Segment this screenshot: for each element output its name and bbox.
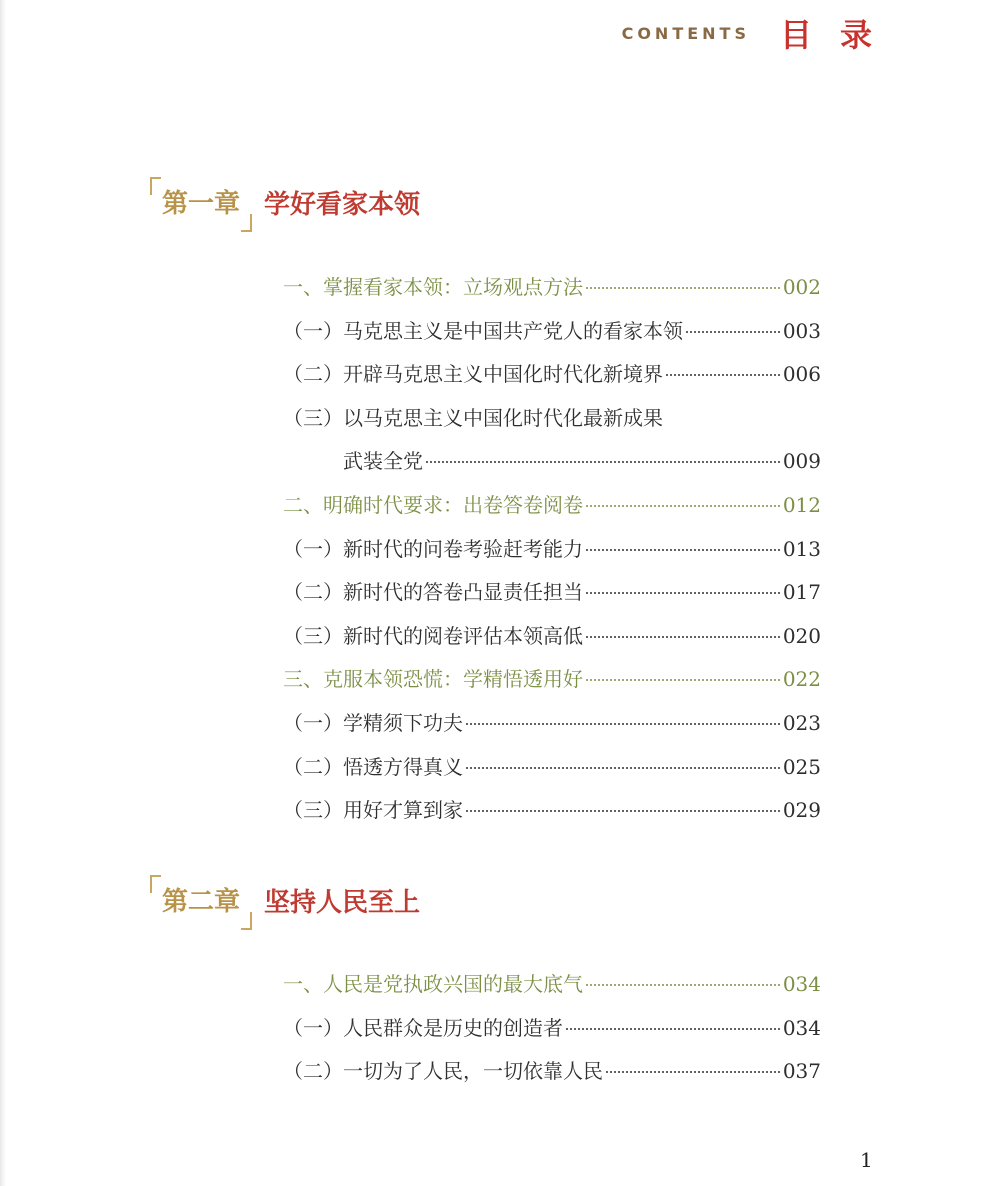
toc-page-number: 002 xyxy=(782,275,821,299)
chapter-1-entries xyxy=(283,266,821,833)
contents-title-english: CONTENTS xyxy=(621,23,750,43)
toc-entry-text: （三）以马克思主义中国化时代化最新成果 xyxy=(283,405,663,430)
leader-dots xyxy=(586,984,780,986)
toc-page-number: 023 xyxy=(782,710,821,735)
leader-dots xyxy=(466,723,780,725)
toc-page-number: 034 xyxy=(782,1015,821,1040)
contents-header xyxy=(621,10,900,56)
toc-section-2-1[interactable] xyxy=(283,963,821,1007)
toc-subsection[interactable] xyxy=(283,702,821,746)
leader-dots xyxy=(586,549,780,551)
leader-dots xyxy=(606,1071,780,1073)
toc-entry-text: （一）马克思主义是中国共产党人的看家本领 xyxy=(283,318,683,343)
leader-dots xyxy=(586,679,780,681)
toc-entry-text: （三）用好才算到家 xyxy=(283,798,463,823)
leader-dots xyxy=(586,592,780,594)
toc-subsection[interactable] xyxy=(283,397,821,441)
leader-dots xyxy=(586,287,780,289)
toc-entry-text: 二、明确时代要求：出卷答卷阅卷 xyxy=(283,492,583,517)
toc-page-number: 003 xyxy=(782,318,821,343)
toc-subsection[interactable] xyxy=(283,746,821,790)
toc-subsection[interactable] xyxy=(283,528,821,572)
leader-dots xyxy=(566,1028,780,1030)
toc-section-1-1[interactable] xyxy=(283,266,821,310)
toc-page-number: 022 xyxy=(782,667,821,692)
leader-dots xyxy=(426,461,780,463)
toc-entry-text: （二）新时代的答卷凸显责任担当 xyxy=(283,580,583,605)
toc-page-number: 013 xyxy=(782,536,821,561)
toc-entry-text: 一、掌握看家本领：立场观点方法 xyxy=(283,275,583,299)
toc-subsection[interactable] xyxy=(283,571,821,615)
toc-subsection[interactable] xyxy=(283,1050,821,1094)
toc-entry-text: （一）人民群众是历史的创造者 xyxy=(283,1015,563,1040)
page-number: 1 xyxy=(860,1148,873,1172)
toc-subsection[interactable] xyxy=(283,310,821,354)
toc-entry-text: （三）新时代的阅卷评估本领高低 xyxy=(283,623,583,648)
toc-section-1-2[interactable] xyxy=(283,484,821,528)
chapter-1-heading[interactable] xyxy=(150,177,420,227)
toc-subsection[interactable] xyxy=(283,1007,821,1051)
toc-entry-text: 一、人民是党执政兴国的最大底气 xyxy=(283,972,583,996)
toc-entry-text: （二）悟透方得真义 xyxy=(283,754,463,779)
toc-section-1-3[interactable] xyxy=(283,658,821,702)
leader-dots xyxy=(466,767,780,769)
toc-subsection[interactable] xyxy=(283,789,821,833)
contents-title-chinese: 目录 xyxy=(779,16,900,54)
toc-subsection-continued[interactable] xyxy=(283,440,821,484)
toc-entry-text: （一）新时代的问卷考验赶考能力 xyxy=(283,536,583,561)
leader-dots xyxy=(686,331,780,333)
toc-page-number: 006 xyxy=(782,362,821,387)
toc-entry-text: 武装全党 xyxy=(343,449,423,474)
chapter-2-entries xyxy=(283,963,821,1094)
toc-page-number: 017 xyxy=(782,580,821,605)
leader-dots xyxy=(586,636,780,638)
chapter-2-number: 第二章 xyxy=(150,875,252,926)
toc-entry-text: （一）学精须下功夫 xyxy=(283,710,463,735)
leader-dots xyxy=(666,374,780,376)
toc-page-number: 009 xyxy=(782,449,821,474)
chapter-2-heading[interactable] xyxy=(150,875,420,925)
toc-page-number: 020 xyxy=(782,623,821,648)
leader-dots xyxy=(586,505,780,507)
toc-subsection[interactable] xyxy=(283,353,821,397)
toc-entry-text: 三、克服本领恐慌：学精悟透用好 xyxy=(283,667,583,692)
toc-page-number: 037 xyxy=(782,1059,821,1084)
leader-dots xyxy=(466,810,780,812)
toc-entry-text: （二）开辟马克思主义中国化时代化新境界 xyxy=(283,362,663,387)
toc-page-number: 025 xyxy=(782,754,821,779)
page-edge-shadow xyxy=(0,0,6,1186)
toc-page-number: 034 xyxy=(782,972,821,996)
toc-page-number: 029 xyxy=(782,798,821,823)
toc-subsection[interactable] xyxy=(283,615,821,659)
toc-page-number: 012 xyxy=(782,492,821,517)
chapter-1-number: 第一章 xyxy=(150,177,252,228)
chapter-1-title: 学好看家本领 xyxy=(264,189,421,220)
chapter-2-title: 坚持人民至上 xyxy=(264,887,421,918)
toc-entry-text: （二）一切为了人民，一切依靠人民 xyxy=(283,1059,603,1084)
